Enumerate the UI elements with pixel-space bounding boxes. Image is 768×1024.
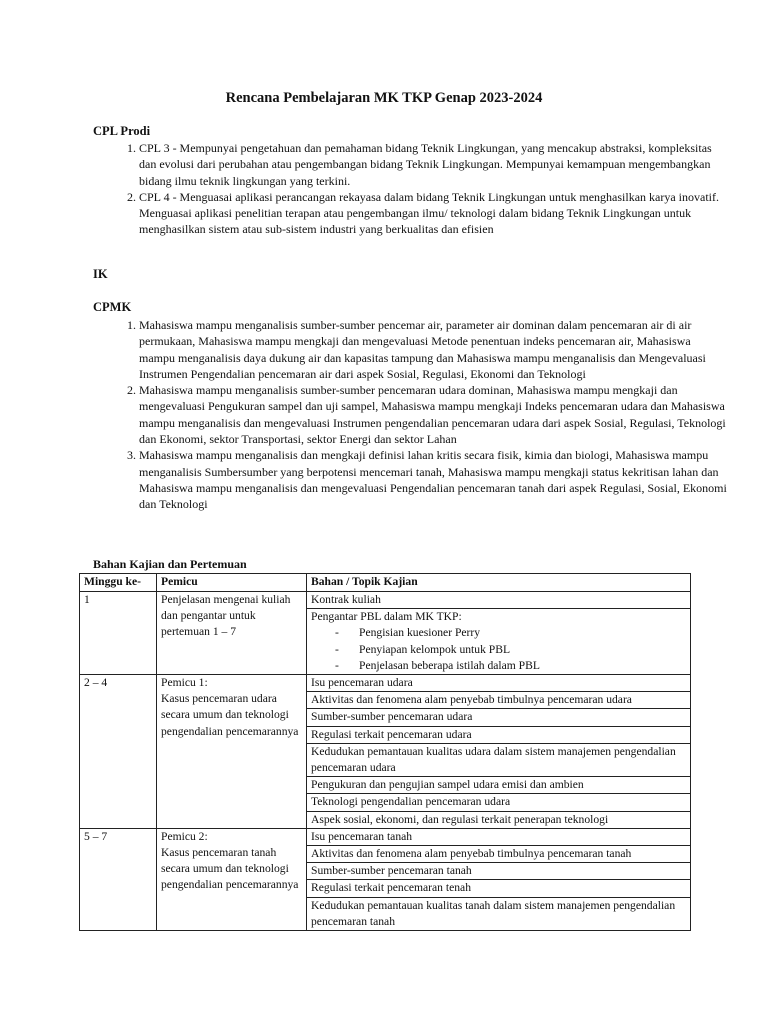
table-row [80, 675, 691, 829]
bahan-kajian-table [79, 573, 691, 931]
column-header-minggu: Minggu ke- [80, 574, 157, 592]
cpl-list [93, 140, 729, 238]
topik-item: Aktivitas dan fenomena alam penyebab timbulnya pencemaran tanah [307, 846, 690, 863]
pemicu-cell [157, 592, 307, 675]
cpmk-list [93, 317, 729, 513]
topik-item: Isu pencemaran tanah [307, 829, 690, 846]
column-header-topik: Bahan / Topik Kajian [307, 574, 691, 592]
cpmk-item: 2. Mahasiswa mampu menganalisis sumber-sumber pencemaran udara dominan, Mahasiswa mampu mengkaji dan mengevaluasi Pengukuran sampel dan uji sampel, Mahasiswa mampu mengkaji Indeks pencemaran udara dan Mahasiswa mampu menganalisis dan mengevaluasi Instrumen pengendalian pencemaran udara dari aspek Sosial, Regulasi, Teknologi dan Ekonomi, sektor Transportasi, sektor Energi dan sektor Lahan [139, 382, 729, 447]
topik-item: Pengukuran dan pengujian sampel udara emisi dan ambien [307, 777, 690, 794]
pemicu-text: Penjelasan mengenai kuliah dan pengantar untuk pertemuan 1 – 7 [161, 593, 291, 639]
pemicu-title: Pemicu 1: [161, 676, 208, 690]
topik-item: Aspek sosial, ekonomi, dan regulasi terkait penerapan teknologi [311, 812, 609, 826]
document-title: Rencana Pembelajaran MK TKP Genap 2023-2024 [225, 90, 543, 106]
topik-cell [307, 592, 691, 675]
pemicu-cell [157, 828, 307, 930]
ik-heading: IK [93, 267, 108, 281]
bahan-kajian-heading: Bahan Kajian dan Pertemuan [93, 557, 247, 571]
table-header-row [80, 574, 691, 592]
topik-item: Sumber-sumber pencemaran tanah [307, 863, 690, 880]
topik-item: Teknologi pengendalian pencemaran udara [307, 794, 690, 811]
topik-item: Regulasi terkait pencemaran udara [307, 727, 690, 744]
topik-item: Aktivitas dan fenomena alam penyebab timbulnya pencemaran udara [307, 692, 690, 709]
topik-cell [307, 828, 691, 930]
cpl-item: 2. CPL 4 - Menguasai aplikasi perancangan rekayasa dalam bidang Teknik Lingkungan untuk menghasilkan karya inovatif. Menguasai aplikasi penelitian terapan atau pengembangan ilmu/ teknologi dalam bidang Teknik Lingkungan untuk menghasilkan sistem atau sub-sistem industri yang berkualitas dan efisien [139, 189, 729, 238]
topik-item: Kontrak kuliah [307, 592, 690, 609]
table-row [80, 828, 691, 930]
topik-subitem: - Pengisian kuesioner Perry [335, 625, 686, 641]
cpl-heading: CPL Prodi [93, 124, 151, 138]
table-row [80, 592, 691, 675]
topik-item: Sumber-sumber pencemaran udara [307, 709, 690, 726]
pemicu-cell [157, 675, 307, 829]
cpmk-item: 1. Mahasiswa mampu menganalisis sumber-sumber pencemar air, parameter air dominan dalam pencemaran air di air permukaan, Mahasiswa mampu mengkaji dan mengevaluasi Metode penentuan indeks pencemaran air, Mahasiswa mampu menganalisis daya dukung air dan kapasitas tampung dan Mahasiswa mampu menganalisis dan Mengevaluasi Instrumen Pengendalian pencemaran air dari aspek Sosial, Regulasi, Ekonomi dan Teknologi [139, 317, 729, 382]
pemicu-text: Kasus pencemaran tanah secara umum dan teknologi pengendalian pencemarannya [161, 846, 299, 892]
pemicu-title: Pemicu 2: [161, 829, 208, 843]
topik-item: Kedudukan pemantauan kualitas tanah dalam sistem manajemen pengendalian pencemaran tanah [311, 898, 676, 928]
cpl-item: 1. CPL 3 - Mempunyai pengetahuan dan pemahaman bidang Teknik Lingkungan, yang mencakup abstraksi, kompleksitas dan evolusi dari perubahan atau pengembangan bidang Teknik Lingkungan. Mempunyai kemampuan mengembangkan bidang ilmu teknik lingkungan yang terkini. [139, 140, 729, 189]
pemicu-text: Kasus pencemaran udara secara umum dan teknologi pengendalian pencemarannya [161, 692, 299, 738]
cpmk-item: 3. Mahasiswa mampu menganalisis dan mengkaji definisi lahan kritis secara fisik, kimia dan biologi, Mahasiswa mampu menganalisis Sumbersumber yang berpotensi mencemari tanah, Mahasiswa mampu mengkaji status kekritisan lahan dan Mahasiswa mampu menganalisis dan mengevaluasi Pengendalian pencemaran tanah dari aspek Regulasi, Sosial, Ekonomi dan Teknologi [139, 447, 729, 512]
minggu-cell: 2 – 4 [80, 675, 157, 829]
topik-item: Isu pencemaran udara [307, 675, 690, 692]
cpmk-heading: CPMK [93, 300, 132, 314]
topik-subitem: - Penyiapan kelompok untuk PBL [335, 642, 686, 658]
topik-item: Kedudukan pemantauan kualitas udara dalam sistem manajemen pengendalian pencemaran udara [307, 744, 690, 777]
minggu-cell: 5 – 7 [80, 828, 157, 930]
topik-item-label: Pengantar PBL dalam MK TKP: [311, 610, 462, 624]
topik-cell [307, 675, 691, 829]
column-header-pemicu: Pemicu [157, 574, 307, 592]
topik-subitems [311, 625, 686, 674]
minggu-cell: 1 [80, 592, 157, 675]
topik-subitem: - Penjelasan beberapa istilah dalam PBL [335, 658, 686, 674]
topik-item: Regulasi terkait pencemaran tenah [307, 880, 690, 897]
topik-item [307, 609, 690, 674]
